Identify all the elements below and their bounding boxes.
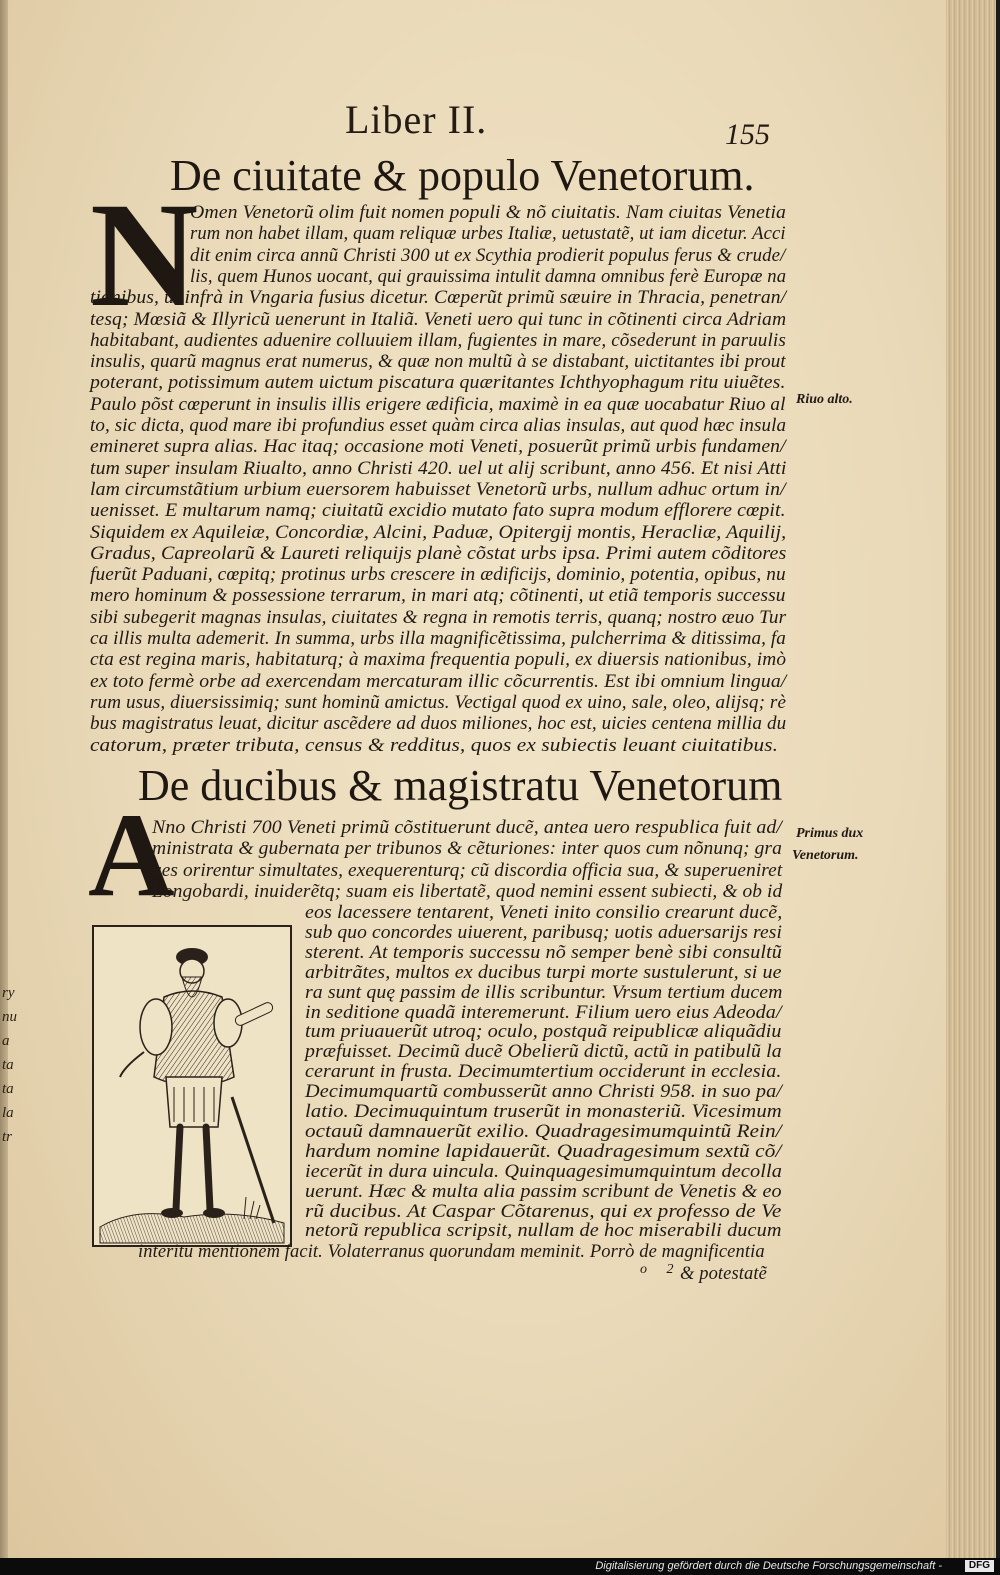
section1-line: Siquidem ex Aquileiæ, Concordiæ, Alcini, Paduæ, Opitergij montis, Heracliæ, Aquilij, <box>90 522 787 543</box>
section1-line: Omen Venetorũ olim fuit nomen populi & nõ ciuitatis. Nam ciuitas Venetia <box>190 203 787 223</box>
folio-number: 155 <box>725 118 770 151</box>
section2-line-beside-woodcut: cerarunt in frusta. Decimumtertium occiderunt in ecclesia. <box>305 1062 782 1083</box>
margin-note-riuo-alto: Riuo alto. <box>796 392 853 407</box>
section2-line-beside-woodcut: ra sunt quę passim de illis scribuntur. Vrsum tertium ducem <box>305 982 783 1003</box>
section1-line: Gradus, Capreolarũ & Laureti reliquijs planè cõstat urbs ipsa. Primi autem cõditores <box>90 543 787 564</box>
section1-line: lis, quem Hunos uocant, qui grauissima intulit damna omnibus ferè Europæ na <box>190 266 787 287</box>
page-edges <box>946 0 996 1558</box>
footer-credit: Digitalisierung gefördert durch die Deutsche Forschungsgemeinschaft - <box>595 1560 942 1572</box>
section1-line: lam circumstãtium urbium euersorem habuisset Venetorũ urbs, nullum adhuc ortum in/ <box>90 479 786 500</box>
catchword: & potestatẽ <box>680 1264 767 1284</box>
section2-line-beside-woodcut: præfuisset. Decimũ ducẽ Obelierũ dictũ, actũ in patibulũ la <box>305 1042 782 1063</box>
section2-line-beside-woodcut: tum priuauerũt utroq; oculo, postquã reipublicæ aliquãdiu <box>305 1022 782 1043</box>
drop-cap-a: A <box>88 788 175 921</box>
section2-line: Longobardi, inuiderẽtq; suam eis libertatẽ, quod nemini essent subiecti, & ob id <box>152 881 783 902</box>
facing-page-fragment: tr <box>2 1129 13 1145</box>
section2-line-beside-woodcut: Decimumquartũ combusserũt anno Christi 958. in suo pa/ <box>305 1082 783 1103</box>
running-head: Liber II. <box>345 97 488 142</box>
section1-line: habitabant, audientes aduenire colluuiem illam, fugientes in mare, cõsederunt in paruulis <box>90 330 786 351</box>
final-line: interitu mentionem facit. Volaterranus quorundam meminit. Porrò de magnificentia <box>138 1242 765 1262</box>
section1-line: dit enim circa annũ Christi 300 ut ex Scythia prodierit populus ferus & crude/ <box>190 245 786 266</box>
section2-line-beside-woodcut: sub quo concordes uiuerent, paribusq; uotis aduersarijs resi <box>305 922 783 943</box>
signature-mark: o 2 <box>640 1262 682 1277</box>
section2-line: ministrata & gubernata per tribunos & cẽturiones: inter quos cum nõnunq; gra <box>152 839 783 860</box>
section1-line: tionibus, ut infrà in Vngaria fusius dicetur. Cœperũt primũ sæuire in Thracia, penetran/ <box>90 288 787 309</box>
section1-line: fuerũt Paduani, cœpitq; protinus urbs crescere in ædificijs, dominio, potentia, opibus, nu <box>90 565 786 586</box>
section1-line: catorum, præter tributa, census & redditus, quos ex subiectis leuant ciuitatibus. <box>90 735 779 756</box>
section1-line: ca illis multa ademerit. In summa, urbs illa magnificẽtissima, pulcherrima & ditissima, fa <box>90 629 786 649</box>
facing-page-fragment: nu <box>2 1009 17 1025</box>
section2-line-beside-woodcut: iecerũt in dura uincula. Quinquagesimumquintum decolla <box>305 1161 782 1182</box>
section1-line: uenisset. E multarum namq; ciuitatũ excidio mutato fato supra modum efflorere cœpit. <box>90 501 786 522</box>
section1-line: ex toto fermè orbe ad exercendam mercaturam illic cõcurrentis. Est ibi omnium lingua/ <box>90 671 787 692</box>
doge-woodcut-illustration <box>92 925 292 1247</box>
section1-line: tesq; Mœsiã & Illyricũ uenerunt in Italiã. Veneti uero qui tunc in cõtinenti circa Adriam <box>90 309 787 330</box>
section1-line: to, sic dicta, quod mare ibi profundius esset quàm circa alias insulas, aut quod hæc insula <box>90 416 787 436</box>
section2-line-beside-woodcut: sterent. At temporis successu nõ semper benè sibi consultũ <box>305 942 782 963</box>
section2-line-beside-woodcut: netorũ republica scripsit, nullam de hoc miserabili ducum <box>305 1221 782 1242</box>
section2-line: Nno Christi 700 Veneti primũ cõstituerunt ducẽ, antea uero respublica fuit ad/ <box>152 818 783 838</box>
section-heading-doges: De ducibus & magistratu Venetorum <box>138 761 783 810</box>
section2-line-beside-woodcut: rũ ducibus. At Caspar Cõtarenus, qui ex professo de Ve <box>305 1201 782 1222</box>
section1-line: poterant, potissimum autem uictum piscatura quæritantes Ichthyophagum ritu uiuẽtes. <box>90 373 786 394</box>
section1-line: tum super insulam Riualto, anno Christi 420. uel ut alij scribunt, anno 456. Et nisi Atti <box>90 458 787 479</box>
section1-line: bus magistratus leuat, dicitur ascẽdere ad duos miliones, hoc est, uicies centena millia du <box>90 714 787 735</box>
section2-line-beside-woodcut: latio. Decimuquintum truserũt in monasteriũ. Vicesimum <box>305 1102 782 1122</box>
drop-cap-n: N <box>90 172 199 338</box>
section2-line-beside-woodcut: octauũ damnauerũt exilio. Quadragesimumquintũ Rein/ <box>305 1121 782 1142</box>
section2-line-beside-woodcut: in seditione quadã interemerunt. Filium uero eius Adeoda/ <box>305 1002 782 1023</box>
margin-note-venetorum: Venetorum. <box>792 848 859 863</box>
section2-line-beside-woodcut: hardum nomine lapidauerũt. Quadragesimum sextũ cõ/ <box>305 1141 782 1162</box>
facing-page-fragment: la <box>2 1105 14 1121</box>
section2-line-beside-woodcut: arbitrãtes, multos ex ducibus turpi morte sustulerunt, si ue <box>305 962 782 983</box>
section1-line: mero hominum & possessione terrarum, in mari atq; cõtinenti, ut etiã temporis successu <box>90 586 786 607</box>
section1-line: rum non habet illam, quam reliquæ urbes Italiæ, uetustatẽ, ut iam dicetur. Acci <box>190 224 786 245</box>
facing-page-fragment: ta <box>2 1081 14 1097</box>
section1-line: cta est regina maris, habitaturq; à maxima frequentia populi, ex diuersis nationibus, imò <box>90 650 787 671</box>
facing-page-fragments <box>0 985 16 1225</box>
section2-line: ues orirentur simultates, exequerenturq; cũ discordia officia sua, & superueniret <box>152 860 783 881</box>
facing-page-fragment: ta <box>2 1057 14 1073</box>
margin-note-primus-dux: Primus dux <box>796 826 864 841</box>
dfg-logo: DFG <box>965 1560 994 1572</box>
section1-line: Paulo põst cœperunt in insulis illis erigere ædificia, maximè in ea quæ uocabatur Riuo al <box>90 394 786 415</box>
section2-line-beside-woodcut: uerunt. Hæc & multa alia passim scribunt de Venetis & eo <box>305 1181 782 1202</box>
section2-line-beside-woodcut: eos lacessere tentarent, Veneti inito consilio crearunt ducẽ, <box>305 903 783 923</box>
section1-line: insulis, quarũ magnus erat numerus, & quæ non multũ à se distabant, uictitantes ibi prout <box>90 352 786 373</box>
section1-line: rum usus, diuersissimiq; sunt hominũ amictus. Vectigal quod ex uino, sale, oleo, alijsq; rè <box>90 692 787 713</box>
doge-figure-icon <box>94 927 290 1245</box>
section-heading-venetian-city: De ciuitate & populo Venetorum. <box>170 151 755 200</box>
facing-page-fragment: ry <box>2 985 15 1001</box>
facing-page-fragment: a <box>2 1033 10 1049</box>
section1-line: sibi subegerit magnas insulas, ciuitates & regna in remotis terris, quanq; nostro æuo Tur <box>90 607 787 628</box>
section1-line: emineret supra alias. Hac itaq; occasione moti Veneti, posuerũt primũ urbis fundamen/ <box>90 437 786 458</box>
